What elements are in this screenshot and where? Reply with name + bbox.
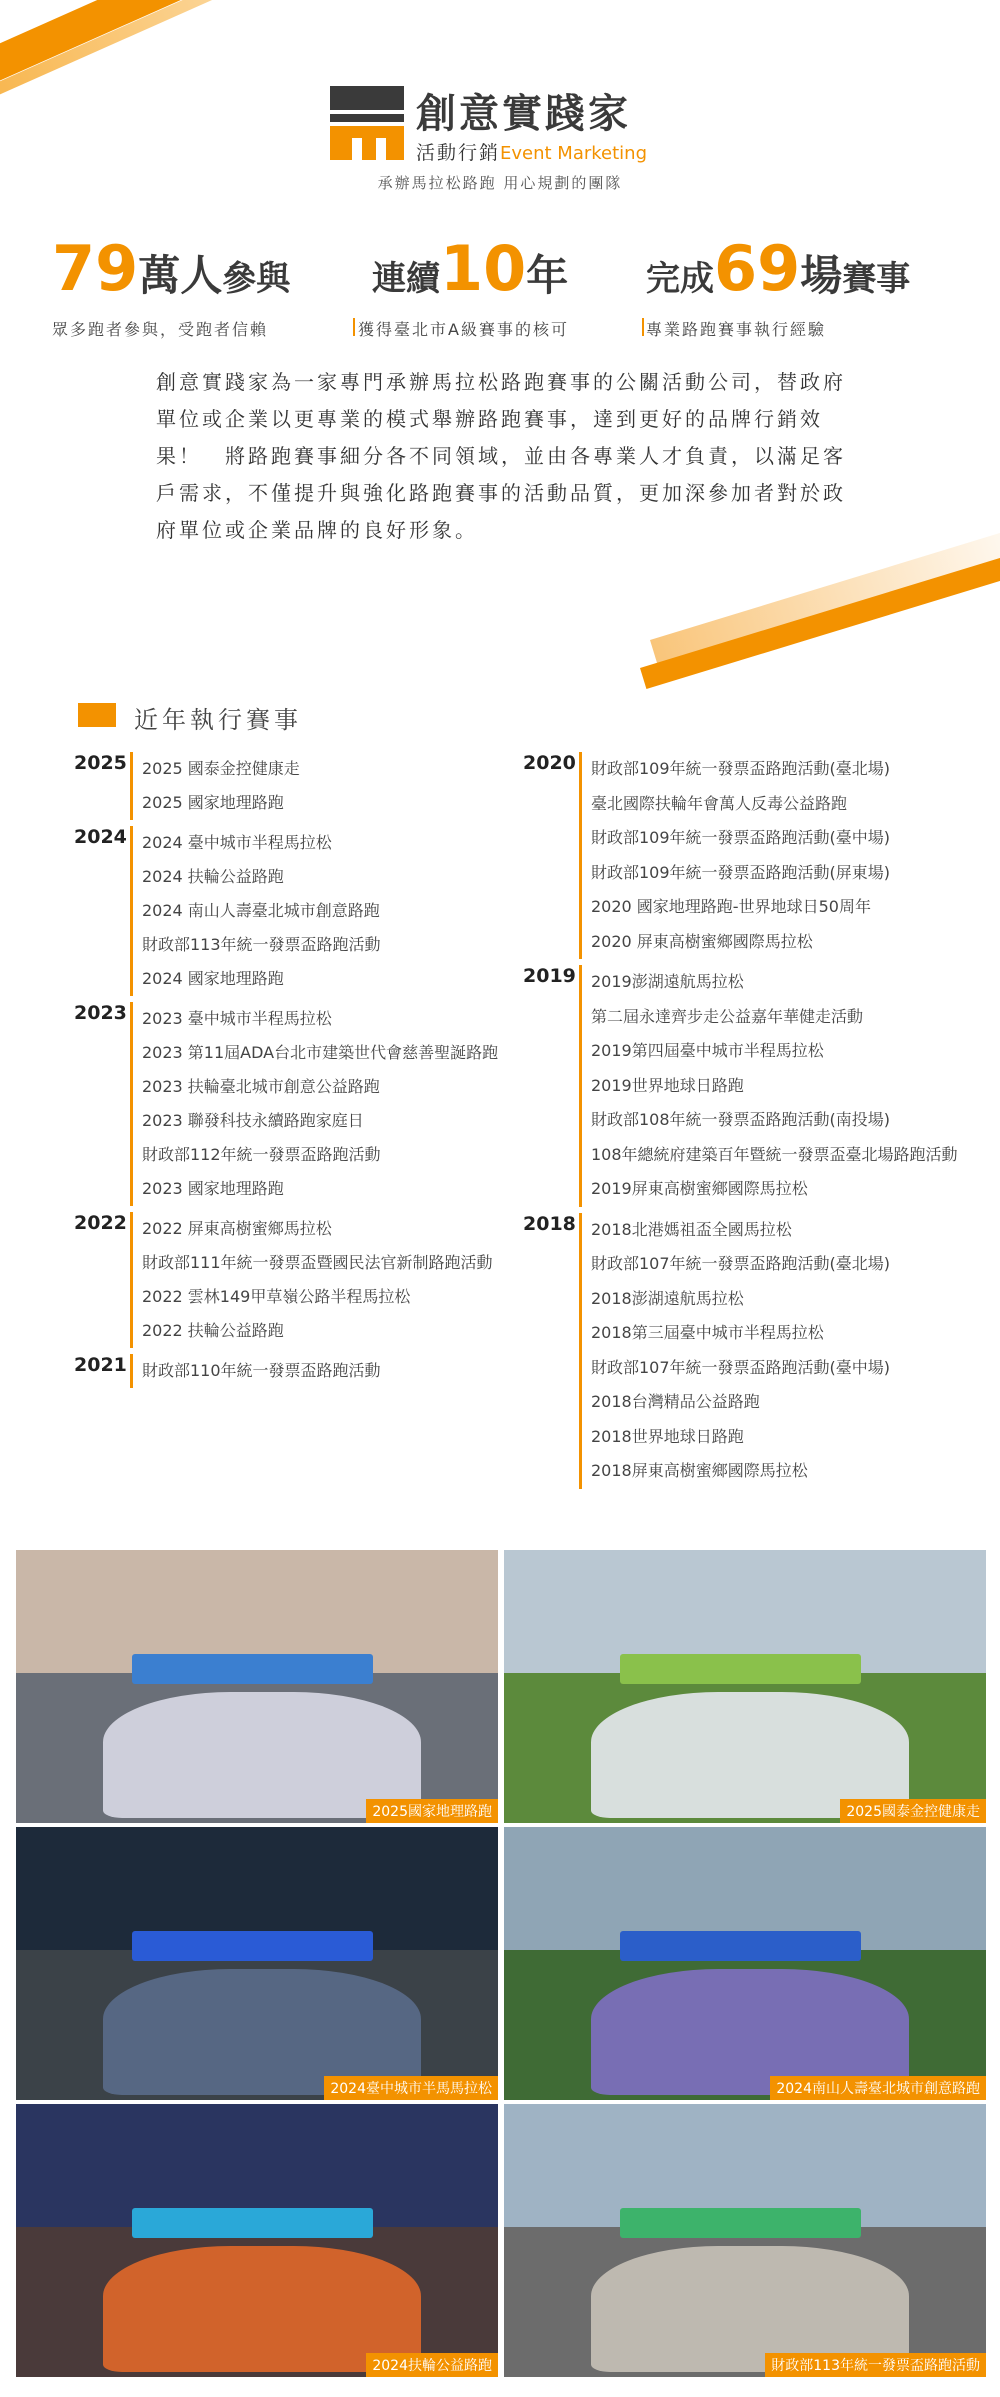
event-item: 2018屏東高樹蜜鄉國際馬拉松: [591, 1461, 808, 1480]
event-item: 2022 雲林149甲草嶺公路半程馬拉松: [142, 1287, 411, 1306]
event-list: [130, 1002, 534, 1206]
brand-subtitle-en: Event Marketing: [500, 143, 648, 164]
event-list: [130, 752, 534, 820]
brand-tagline: 承辦馬拉松路跑 用心規劃的團隊: [377, 174, 623, 192]
event-item: 財政部107年統一發票盃路跑活動(臺中場): [591, 1357, 891, 1377]
start-arch: [620, 1654, 861, 1684]
event-item: 2024 臺中城市半程馬拉松: [142, 833, 332, 852]
section-title-text: 近年執行賽事: [134, 706, 302, 734]
event-item: 2018世界地球日路跑: [591, 1426, 744, 1446]
year-group: [523, 965, 983, 1207]
start-arch: [132, 1654, 373, 1684]
stat-events: 完成69場賽事: [646, 232, 911, 305]
photo-caption: 2024扶輪公益路跑: [366, 2353, 498, 2377]
event-item: 2023 扶輪臺北城市創意公益路跑: [142, 1077, 380, 1096]
events-column-left: [74, 752, 534, 1394]
event-item: 2022 扶輪公益路跑: [142, 1321, 284, 1340]
year-label: 2025: [74, 752, 127, 774]
year-group: [74, 752, 534, 820]
event-item: 108年總統府建築百年暨統一發票盃臺北場路跑活動: [591, 1144, 958, 1164]
year-group: [523, 1213, 983, 1489]
event-list: [579, 752, 983, 959]
event-list: [579, 965, 983, 1207]
start-arch: [132, 1931, 373, 1961]
event-photo: [504, 1827, 986, 2100]
year-group: [74, 1212, 534, 1348]
event-item: 2024 國家地理路跑: [142, 969, 284, 988]
event-photo: [504, 1550, 986, 1823]
event-item: 2024 南山人壽臺北城市創意路跑: [142, 901, 380, 920]
divider: [642, 318, 644, 336]
year-label: 2021: [74, 1354, 127, 1376]
event-item: 2019屏東高樹蜜鄉國際馬拉松: [591, 1179, 808, 1198]
event-item: 2018澎湖遠航馬拉松: [591, 1288, 744, 1308]
year-label: 2019: [523, 965, 576, 987]
year-group: [74, 1354, 534, 1388]
logo-mark-icon: [330, 86, 404, 160]
event-list: [579, 1213, 983, 1489]
event-item: 2019澎湖遠航馬拉松: [591, 972, 744, 991]
event-item: 財政部109年統一發票盃路跑活動(臺中場): [591, 828, 891, 847]
event-item: 財政部107年統一發票盃路跑活動(臺北場): [591, 1254, 891, 1273]
stat-years: 連續10年: [372, 232, 569, 305]
year-group: [74, 1002, 534, 1206]
events-column-right: [523, 752, 983, 1495]
event-item: 2020 國家地理路跑-世界地球日50周年: [591, 897, 871, 916]
stat-participants: 79萬人參與: [52, 232, 291, 305]
stat-desc-years: 獲得臺北市A級賽事的核可: [358, 320, 569, 339]
event-item: 財政部110年統一發票盃路跑活動: [142, 1361, 381, 1380]
event-list: [130, 1212, 534, 1348]
event-list: [130, 1354, 534, 1388]
event-item: 財政部112年統一發票盃路跑活動: [142, 1145, 381, 1164]
photo-caption: 財政部113年統一發票盃路跑活動: [765, 2353, 986, 2377]
photo-caption: 2024南山人壽臺北城市創意路跑: [770, 2076, 986, 2100]
year-label: 2018: [523, 1212, 576, 1235]
photo-caption: 2025國家地理路跑: [366, 1799, 498, 1823]
event-photo: [16, 1827, 498, 2100]
event-item: 2023 聯發科技永續路跑家庭日: [142, 1111, 364, 1130]
brand-name: 創意實踐家: [416, 91, 631, 137]
event-item: 財政部111年統一發票盃暨國民法官新制路跑活動: [142, 1253, 493, 1272]
event-item: 2020 屏東高樹蜜鄉國際馬拉松: [591, 931, 813, 951]
event-item: 2018台灣精品公益路跑: [591, 1392, 760, 1411]
event-item: 2023 第11屆ADA台北市建築世代會慈善聖誕路跑: [142, 1043, 499, 1062]
stat-desc-participants: 眾多跑者參與，受跑者信賴: [52, 320, 269, 339]
event-photo: [504, 2104, 986, 2377]
year-group: [74, 826, 534, 996]
start-arch: [620, 1931, 861, 1961]
event-item: 2019第四屆臺中城市半程馬拉松: [591, 1041, 824, 1060]
start-arch: [132, 2208, 373, 2238]
event-item: 2023 國家地理路跑: [142, 1179, 284, 1198]
light-stripe-decoration: [0, 0, 329, 119]
event-item: 第二屆永達齊步走公益嘉年華健走活動: [591, 1006, 864, 1026]
event-item: 2018北港媽祖盃全國馬拉松: [591, 1219, 792, 1239]
company-intro: 創意實踐家為一家專門承辦馬拉松路跑賽事的公關活動公司，替政府單位或企業以更專業的模式舉辦路跑賽事，達到更好的品牌行銷效果！ 將路跑賽事細分各不同領域，並由各專業人才負責，以滿足客戶需求，不僅提升與強化路跑賽事的活動品質，更加深參加者對於政府單位或企業品牌的良好形象。: [156, 370, 846, 542]
event-item: 財政部113年統一發票盃路跑活動: [142, 935, 381, 954]
event-photo: [16, 2104, 498, 2377]
title-bar-icon: [78, 703, 116, 727]
event-item: 2022 屏東高樹蜜鄉馬拉松: [142, 1219, 332, 1238]
event-item: 2018第三屆臺中城市半程馬拉松: [591, 1323, 824, 1342]
photo-caption: 2025國泰金控健康走: [840, 1799, 986, 1823]
year-label: 2023: [74, 1002, 127, 1024]
brand-subtitle: 活動行銷Event Marketing: [416, 142, 648, 164]
event-item: 財政部109年統一發票盃路跑活動(臺北場): [591, 759, 891, 778]
start-arch: [620, 2208, 861, 2238]
event-item: 財政部109年統一發票盃路跑活動(屏東場): [591, 862, 891, 882]
year-label: 2020: [523, 752, 576, 774]
year-label: 2022: [74, 1212, 127, 1234]
photo-caption: 2024臺中城市半馬馬拉松: [324, 2076, 498, 2100]
event-photo: [16, 1550, 498, 1823]
event-item: 財政部108年統一發票盃路跑活動(南投場): [591, 1110, 891, 1129]
event-item: 2024 扶輪公益路跑: [142, 867, 284, 886]
event-item: 2019世界地球日路跑: [591, 1075, 744, 1095]
event-item: 2025 國泰金控健康走: [142, 759, 300, 778]
stats-row: [0, 232, 1000, 312]
event-item: 臺北國際扶輪年會萬人反毒公益路跑: [591, 793, 848, 813]
event-list: [130, 826, 534, 996]
brand-logo: [330, 86, 690, 166]
event-item: 2023 臺中城市半程馬拉松: [142, 1009, 332, 1028]
event-item: 2025 國家地理路跑: [142, 793, 284, 812]
divider: [353, 318, 355, 336]
stat-desc-events: 專業路跑賽事執行經驗: [646, 320, 827, 339]
year-label: 2024: [74, 826, 127, 848]
year-group: [523, 752, 983, 959]
